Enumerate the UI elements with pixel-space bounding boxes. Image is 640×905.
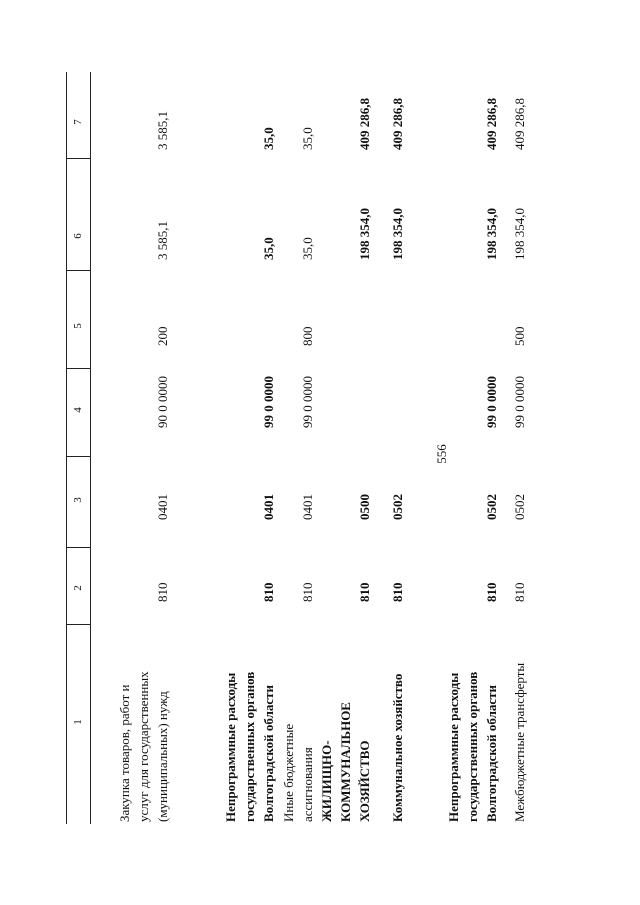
column-header-6: 6 [72,233,84,239]
row-name-line: (муниципальных) нужд [155,691,170,822]
column-divider [66,270,90,271]
table-rule-bottom [90,72,91,824]
row-cell-c6: 198 354,0 [390,208,405,260]
column-header-7: 7 [72,119,84,125]
row-cell-c3: 0401 [300,494,315,520]
row-cell-c3: 0500 [357,494,372,520]
row-cell-c5: 800 [300,326,315,346]
row-cell-c6: 198 354,0 [512,208,527,260]
row-cell-c3: 0401 [261,494,276,520]
row-cell-c4: 99 0 0000 [484,376,499,428]
row-cell-c7: 409 286,8 [390,98,405,150]
page-number: 556 [434,444,449,464]
row-cell-c2: 810 [357,582,372,602]
row-cell-c2: 810 [261,582,276,602]
row-cell-c6: 198 354,0 [357,208,372,260]
row-name-line: Волгоградской области [261,684,276,822]
row-cell-c6: 3 585,1 [155,221,170,260]
row-cell-c2: 810 [484,582,499,602]
row-cell-c2: 810 [512,582,527,602]
row-cell-c7: 35,0 [261,127,276,150]
row-cell-c4: 90 0 0000 [155,376,170,428]
row-cell-c6: 35,0 [300,237,315,260]
column-header-5: 5 [72,323,84,329]
row-cell-c5: 200 [155,326,170,346]
row-name-line: ассигнования [300,747,315,822]
row-name-line: ХОЗЯЙСТВО [357,740,372,822]
row-cell-c3: 0502 [390,494,405,520]
row-cell-c5: 500 [512,326,527,346]
row-name-line: Закупка товаров, работ и [117,684,132,822]
column-divider [66,547,90,548]
row-cell-c4: 99 0 0000 [261,376,276,428]
row-cell-c3: 0502 [484,494,499,520]
column-header-1: 1 [72,719,84,725]
row-name-line: Непрограммные расходы [446,672,461,822]
row-cell-c6: 198 354,0 [484,208,499,260]
row-name-line: Иные бюджетные [281,723,296,822]
column-divider [66,456,90,457]
row-name-line: Волгоградской области [484,684,499,822]
row-name-line: КОММУНАЛЬНОЕ [338,702,353,822]
row-name-line: Коммунальное хозяйство [390,673,405,822]
row-cell-c3: 0401 [155,494,170,520]
row-cell-c7: 409 286,8 [484,98,499,150]
row-cell-c2: 810 [155,582,170,602]
row-cell-c4: 99 0 0000 [300,376,315,428]
column-header-3: 3 [72,497,84,503]
row-cell-c3: 0502 [512,494,527,520]
column-divider [66,624,90,625]
row-name-line: государственных органов [465,671,480,822]
row-name-line: ЖИЛИЩНО- [319,740,334,822]
column-divider [66,158,90,159]
row-name-line: государственных органов [242,671,257,822]
row-cell-c7: 409 286,8 [512,98,527,150]
row-name-line: услуг для государственных [136,671,151,822]
row-cell-c6: 35,0 [261,237,276,260]
row-cell-c7: 409 286,8 [357,98,372,150]
table-rule-top [66,72,67,824]
row-cell-c7: 35,0 [300,127,315,150]
column-header-4: 4 [72,407,84,413]
row-cell-c2: 810 [300,582,315,602]
row-cell-c2: 810 [390,582,405,602]
row-cell-c4: 99 0 0000 [512,376,527,428]
column-header-2: 2 [72,585,84,591]
column-divider [66,368,90,369]
row-cell-c7: 3 585,1 [155,111,170,150]
row-name-line: Межбюджетные трансферты [512,662,527,822]
row-name-line: Непрограммные расходы [223,672,238,822]
